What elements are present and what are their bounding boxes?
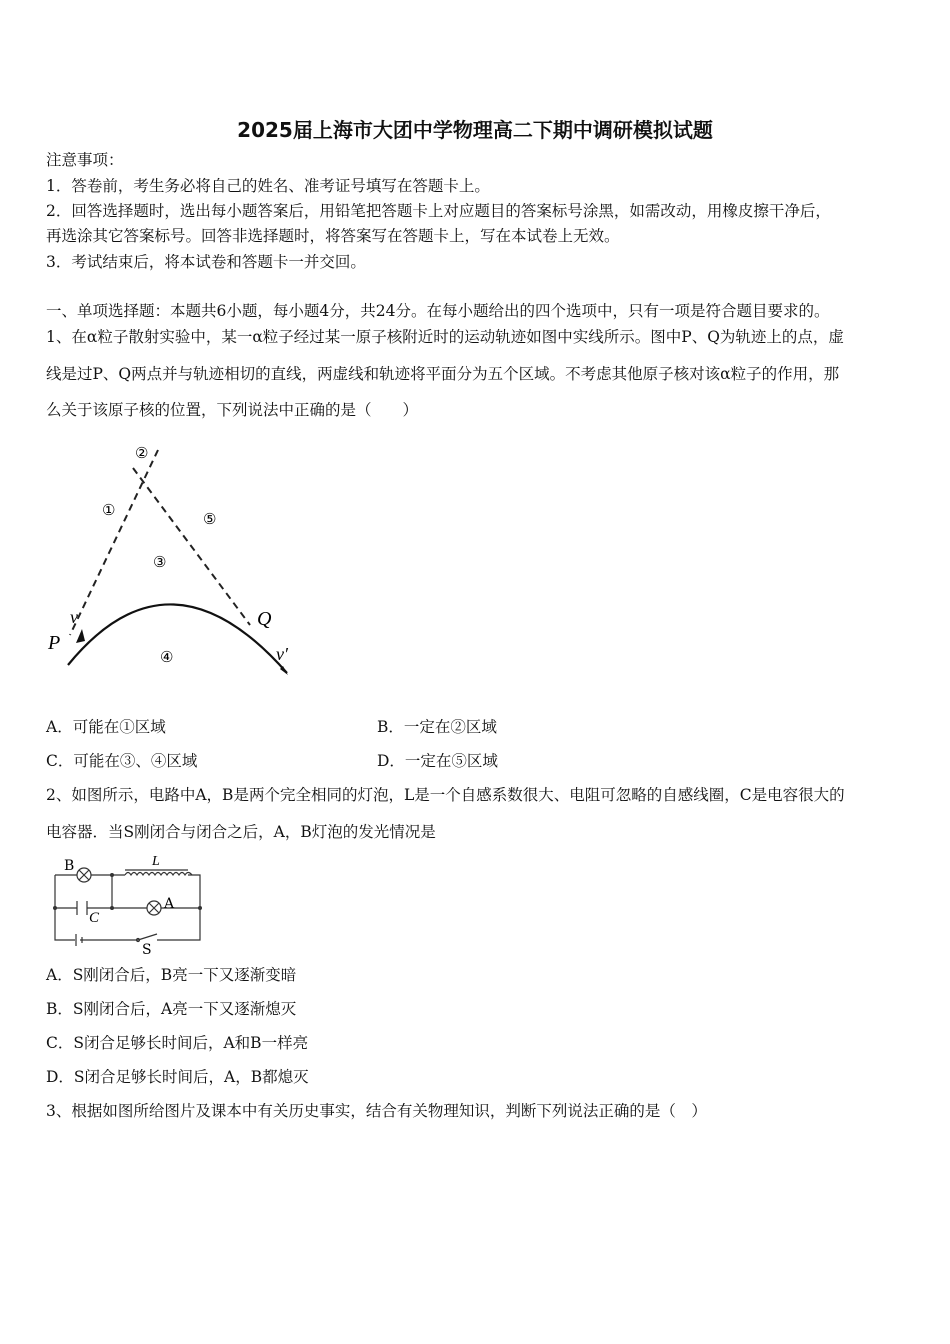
region-label: ④ [160,648,174,666]
inductor-label: L [152,854,160,869]
option-a: A．可能在①区域 [46,718,166,736]
circuit-figure [40,850,220,960]
notice-item: 3．考试结束后，将本试卷和答题卡一并交回。 [46,253,366,271]
question-text: 么关于该原子核的位置，下列说法中正确的是（ ） [46,401,419,419]
region-label: ② [135,444,149,462]
option-c: C．可能在③、④区域 [46,752,198,770]
region-label: ③ [153,553,167,571]
velocity-label: v′ [276,644,288,664]
lamp-b-label: B [64,858,75,874]
point-p-label: P [48,632,61,654]
point-q-label: Q [257,608,272,630]
capacitor-label: C [89,910,100,926]
question-text: 1、在α粒子散射实验中，某一α粒子经过某一原子核附近时的运动轨迹如图中实线所示。图中P、Q为轨迹上的点，虚 [46,328,844,346]
question-text: 3、根据如图所给图片及课本中有关历史事实，结合有关物理知识，判断下列说法正确的是（ ） [46,1102,707,1120]
lamp-a-label: A [164,896,175,912]
question-text: 电容器．当S刚闭合与闭合之后，A，B灯泡的发光情况是 [46,823,436,841]
option-b: B．一定在②区域 [377,718,497,736]
alpha-trajectory-figure [40,440,310,690]
notice-item: 1．答卷前，考生务必将自己的姓名、准考证号填写在答题卡上。 [46,177,490,195]
switch-label: S [142,942,152,958]
question-text: 线是过P、Q两点并与轨迹相切的直线，两虚线和轨迹将平面分为五个区域。不考虑其他原子核对该α粒子的作用，那 [46,365,840,383]
page-title: 2025届上海市大团中学物理高二下期中调研模拟试题 [237,118,713,142]
option-b: B．S刚闭合后，A亮一下又逐渐熄灭 [46,1000,297,1018]
notice-heading: 注意事项： [46,151,124,169]
option-d: D．一定在⑤区域 [377,752,498,770]
notice-item: 2．回答选择题时，选出每小题答案后，用铅笔把答题卡上对应题目的答案标号涂黑，如需改动，用橡皮擦干净后， [46,202,831,220]
option-a: A．S刚闭合后，B亮一下又逐渐变暗 [46,966,297,984]
section-heading: 一、单项选择题：本题共6小题，每小题4分，共24分。在每小题给出的四个选项中，只有一项是符合题目要求的。 [46,302,830,320]
velocity-label: v [70,607,78,627]
notice-item: 再选涂其它答案标号。回答非选择题时，将答案写在答题卡上，写在本试卷上无效。 [46,227,620,245]
option-c: C．S闭合足够长时间后，A和B一样亮 [46,1034,309,1052]
region-label: ⑤ [203,510,217,528]
option-d: D．S闭合足够长时间后，A，B都熄灭 [46,1068,309,1086]
question-text: 2、如图所示，电路中A，B是两个完全相同的灯泡，L是一个自感系数很大、电阻可忽略的自感线圈，C是电容很大的 [46,786,845,804]
region-label: ① [102,501,116,519]
